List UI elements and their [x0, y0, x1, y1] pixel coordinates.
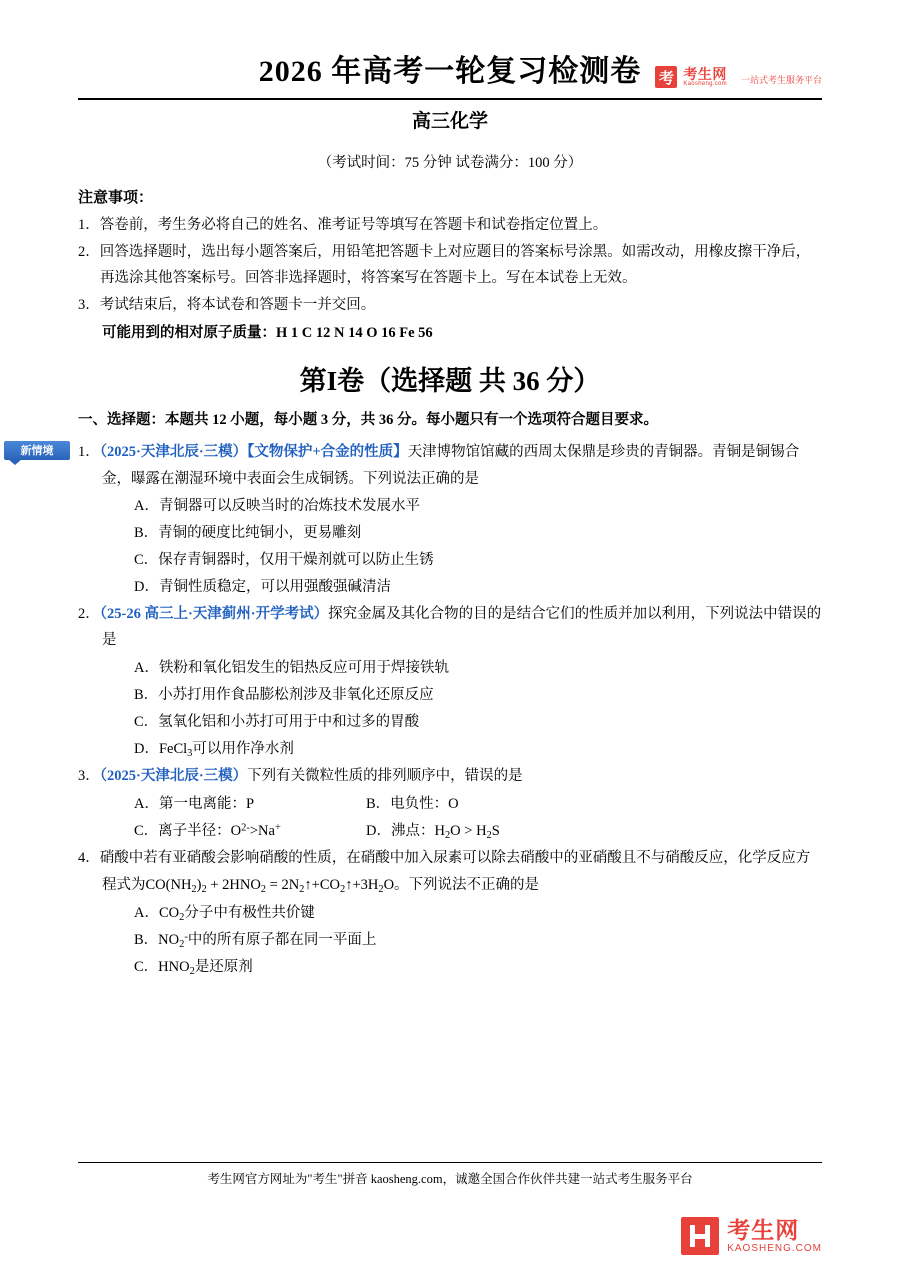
part-title: 第I卷（选择题 共 36 分） — [299, 366, 601, 397]
brand-subtitle: Kaosheng.com — [683, 81, 727, 88]
question-4-number: 4． — [78, 849, 100, 866]
question-2-stem — [78, 601, 822, 655]
question-3-options-row-2 — [78, 818, 822, 845]
question-3-text: 下列有关微粒性质的排列顺序中，错误的是 — [247, 767, 523, 784]
brand-logo-footer — [681, 1217, 822, 1255]
new-situation-badge: 新情境 — [4, 441, 70, 460]
brand-title-footer: 考生网 — [727, 1216, 800, 1243]
question-2-option-d[interactable]: D．FeCl$_3$可以用作净水剂 — [134, 740, 294, 759]
question-2-option-a[interactable]: A．铁粉和氧化铝发生的铝热反应可用于焊接铁轨 — [134, 660, 449, 677]
footer-note: 考生网官方网址为"考生"拼音 kaosheng.com，诚邀全国合作伙伴共建一站式考生服务平台 — [207, 1172, 693, 1186]
brand-title: 考生网 — [683, 65, 727, 82]
footer-divider — [78, 1162, 822, 1163]
question-3-option-a[interactable]: A．第一电离能：P — [134, 795, 255, 812]
notice-item-2: 2．回答选择题时，选出每小题答案后，用铅笔把答题卡上对应题目的答案标号涂黑。如需改动，用橡皮擦干净后，再选涂其他答案标号。回答非选择题时，将答案写在答题卡上。写在本试卷上无效。 — [78, 244, 811, 286]
question-1 — [20, 439, 822, 601]
question-1-option-b[interactable]: B．青铜的硬度比纯铜小，更易雕刻 — [134, 525, 362, 542]
question-1-tag: 【文物保护+合金的性质】 — [247, 443, 408, 460]
brand-subtitle-footer: KAOSHENG.COM — [727, 1243, 822, 1255]
brand-slogan: 一站式考生服务平台 — [740, 75, 822, 85]
question-1-option-d[interactable]: D．青铜性质稳定，可以用强酸强碱清洁 — [134, 578, 391, 595]
question-3-options-row-1 — [78, 791, 822, 818]
question-2-option-b[interactable]: B．小苏打用作食品膨松剂涉及非氧化还原反应 — [134, 687, 434, 704]
question-1-stem — [78, 439, 822, 493]
question-2-option-c[interactable]: C．氢氧化铝和小苏打可用于中和过多的胃酸 — [134, 713, 420, 730]
question-1-option-a[interactable]: A．青铜器可以反映当时的冶炼技术发展水平 — [134, 498, 420, 515]
question-4-option-b[interactable]: B．$NO_2^-$中的所有原子都在同一平面上 — [134, 931, 377, 950]
question-1-source: （2025·天津北辰·三模） — [99, 443, 248, 460]
question-4-option-c[interactable]: C．$HNO_2$是还原剂 — [134, 959, 253, 978]
atomic-masses: 可能用到的相对原子质量：H 1 C 12 N 14 O 16 Fe 56 — [102, 324, 433, 341]
question-3-option-b[interactable]: B．电负性：O — [366, 795, 459, 812]
brand-text — [683, 67, 727, 88]
section-heading: 一、选择题：本题共 12 小题，每小题 3 分，共 36 分。每小题只有一个选项符合题目要求。 — [78, 412, 658, 429]
question-1-option-c[interactable]: C．保存青铜器时，仅用干燥剂就可以防止生锈 — [134, 552, 434, 569]
question-3-number: 3． — [78, 767, 100, 784]
question-3-stem — [78, 763, 822, 790]
page-subtitle: 高三化学 — [411, 111, 488, 132]
notice-heading: 注意事项： — [78, 190, 154, 206]
exam-meta: （考试时间：75 分钟 试卷满分：100 分） — [317, 155, 583, 171]
page-title: 2026 年高考一轮复习检测卷 — [258, 55, 642, 88]
question-3-option-d[interactable]: D．沸点：$H_2O > H_2S$ — [366, 822, 500, 841]
header-divider — [78, 98, 822, 100]
brand-logo-header — [655, 66, 822, 88]
question-3-option-c[interactable]: C．离子半径：$O^{2-}>Na^+$ — [134, 821, 281, 839]
notice-item-1: 1．答卷前，考生务必将自己的姓名、准考证号等填写在答题卡和试卷指定位置上。 — [78, 217, 608, 233]
question-4 — [78, 845, 822, 982]
question-3-source: （2025·天津北辰·三模） — [99, 767, 248, 784]
question-2-source: （25-26 高三上·天津蓟州·开学考试） — [99, 605, 329, 622]
brand-mark-footer-icon — [681, 1217, 719, 1255]
question-4-stem — [78, 845, 822, 899]
question-3 — [78, 763, 822, 845]
question-2 — [78, 601, 822, 763]
question-1-text: 天津博物馆馆藏的西周太保鼎是珍贵的青铜器。青铜是铜锡合金，曝露在潮湿环境中表面会生成铜锈。下列说法正确的是 — [102, 443, 800, 487]
brand-text-footer — [727, 1218, 822, 1254]
question-4-text: 硝酸中若有亚硝酸会影响硝酸的性质，在硝酸中加入尿素可以除去硝酸中的亚硝酸且不与硝酸反应，化学反应方程式为$CO(NH_2)_2 + 2HNO_2$ = $2N_2↑+CO_2↑+3H_2O$。下列说法不正确的是 — [99, 849, 811, 895]
question-1-number: 1． — [78, 443, 100, 460]
question-4-option-a[interactable]: A．$CO_2$分子中有极性共价键 — [134, 904, 315, 923]
brand-mark-icon: 考 — [655, 66, 677, 88]
question-2-number: 2． — [78, 605, 100, 622]
notice-item-3: 3．考试结束后，将本试卷和答题卡一并交回。 — [78, 297, 376, 314]
question-2-text: 探究金属及其化合物的目的是结合它们的性质并加以利用，下列说法中错误的是 — [102, 605, 822, 649]
